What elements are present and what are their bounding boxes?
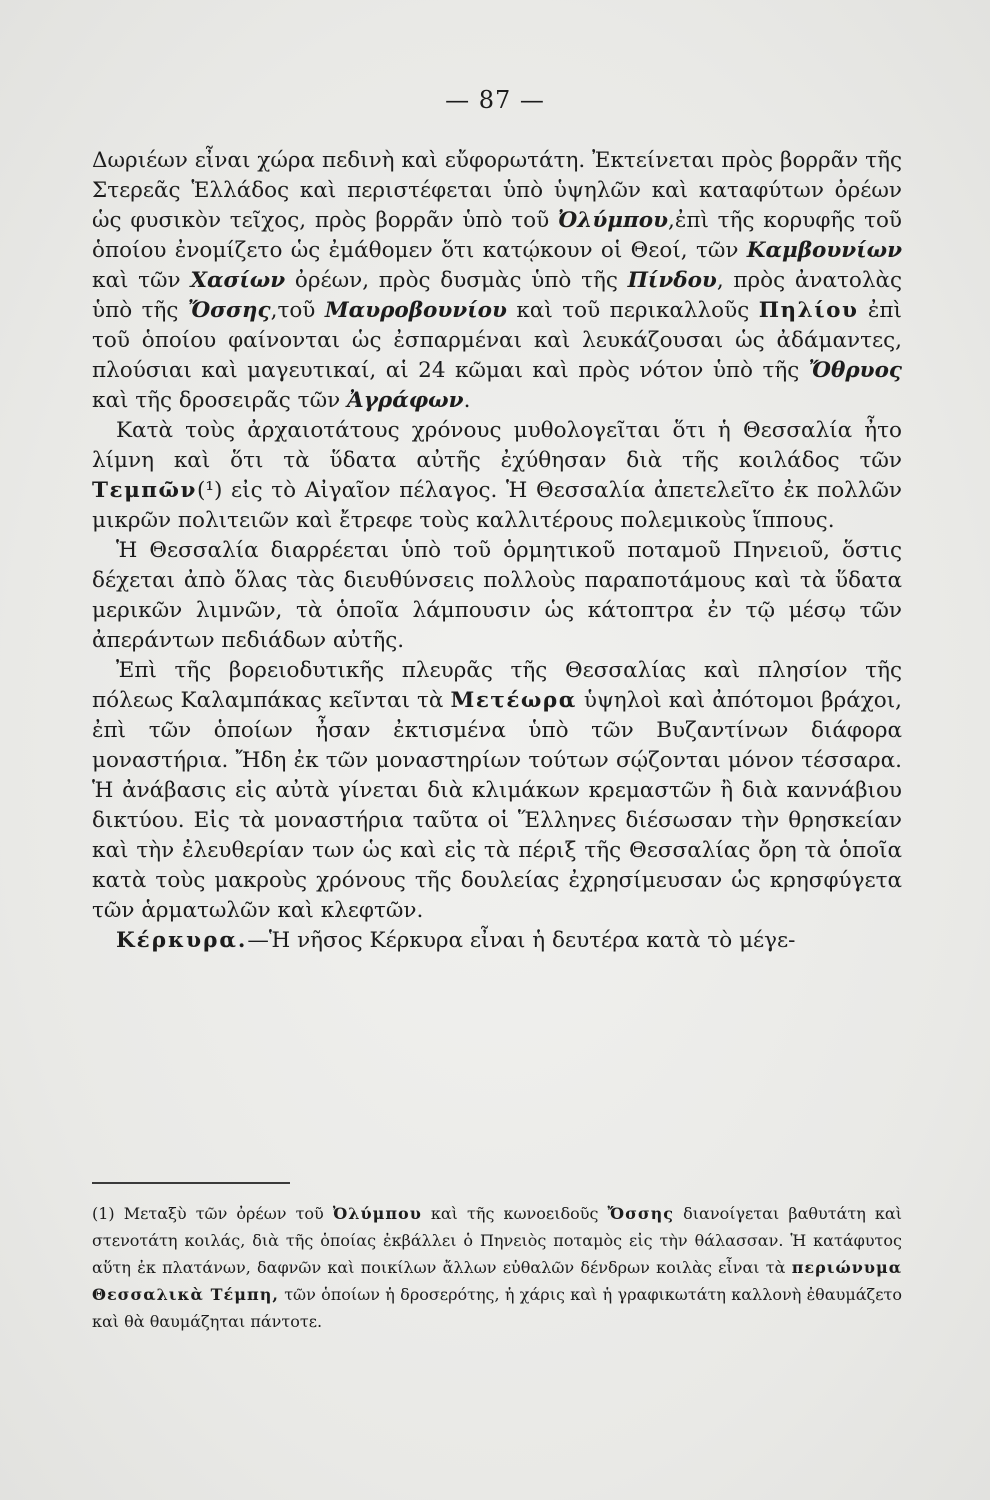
text-run: ,τοῦ: [270, 298, 325, 323]
place-name-olympus: Ὀλύμπου: [557, 208, 668, 233]
place-name-meteora: Μετέωρα: [450, 688, 577, 713]
text-run: καὶ τῆς κωνοειδοῦς: [421, 1204, 608, 1223]
text-run: Κατὰ τοὺς ἀρχαιοτάτους χρόνους μυθολογεῖται ὅτι ἡ Θεσσαλία ἦτο λίμνη καὶ ὅτι τὰ ὕδατα αὐτῆς ἐχύθησαν διὰ τῆς κοιλάδος τῶν: [92, 418, 902, 473]
place-name-pindos: Πίνδου: [627, 268, 717, 293]
text-run: Δωριέων εἶναι χώρα πεδινὴ καὶ εὔφορωτάτη. Ἐκτείνεται πρὸς βορρᾶν τῆς Στερεᾶς Ἑλλάδος καὶ περιστέφεται ὑπὸ ὑψηλῶν καὶ καταφύτων ὀρέων ὡς φυσικὸν τεῖχος, πρὸς βορρᾶν ὑπὸ τοῦ: [92, 148, 902, 233]
paragraph-kerkyra: [92, 926, 902, 956]
place-name-chasia: Χασίων: [190, 268, 286, 293]
text-run: καὶ τῶν: [92, 268, 191, 293]
text-run: (1) Μεταξὺ τῶν ὀρέων τοῦ: [92, 1204, 333, 1223]
footnote-divider: [92, 1182, 290, 1184]
paragraph-thessaly-lake: [92, 416, 902, 536]
text-run: ὀρέων, πρὸς δυσμὰς ὑπὸ τῆς: [285, 268, 628, 293]
place-name-tempi: Τεμπῶν: [92, 478, 197, 503]
text-run: .: [463, 388, 471, 413]
place-name-pelion: Πηλίου: [758, 298, 859, 323]
place-name-olympus: Ὀλύμπου: [332, 1204, 422, 1223]
paragraph-thessaly-borders: [92, 146, 902, 416]
text-run: ,ἐπὶ τῆς κορυφῆς τοῦ ὁποίου ἐνομίζετο ὡς ἐμάθομεν ὅτι κατῴκουν οἱ Θεοί, τῶν: [92, 208, 902, 263]
text-run: Ἐπὶ τῆς βορειοδυτικῆς πλευρᾶς τῆς Θεσσαλίας καὶ πλησίον τῆς πόλεως Καλαμπάκας κεῖνται τὰ: [92, 658, 902, 713]
footnote: [92, 1200, 902, 1335]
text-run: καὶ τοῦ περικαλλοῦς: [506, 298, 759, 323]
paragraph-pineios-river: [92, 536, 902, 656]
text-run: , πρὸς ἀνατολὰς ὑπὸ τῆς: [92, 268, 902, 323]
footnote-text: [92, 1200, 902, 1335]
place-name-ossa: Ὄσσης: [187, 298, 271, 323]
place-name-kamvounia: Καμβουνίων: [746, 238, 902, 263]
text-run: καὶ τῆς δροσειρᾶς τῶν: [92, 388, 348, 413]
place-name-othrys: Ὄθρυος: [808, 358, 902, 383]
place-name-tempi: περιώνυμα Θεσσαλικὰ Τέμπη,: [92, 1258, 902, 1304]
place-name-mavrovouni: Μαυροβουνίου: [324, 298, 507, 323]
section-heading-kerkyra: Κέρκυρα.: [116, 928, 248, 953]
text-run: τῶν ὁποίων ἡ δροσερότης, ἡ χάρις καὶ ἡ γραφικωτάτη καλλονὴ ἐθαυμάζετο καὶ θὰ θαυμάζηται πάντοτε.: [92, 1285, 902, 1331]
text-run: (¹) εἰς τὸ Αἰγαῖον πέλαγος. Ἡ Θεσσαλία ἀπετελεῖτο ἐκ πολλῶν μικρῶν πολιτειῶν καὶ ἔτρεφε τοὺς καλλιτέρους πολεμικοὺς ἵππους.: [92, 478, 902, 533]
text-run: ἐπὶ τοῦ ὁποίου φαίνονται ὡς ἐσπαρμέναι καὶ λευκάζουσαι ὡς ἀδάμαντες, πλούσιαι καὶ μαγευτικαί, αἱ 24 κῶμαι καὶ πρὸς νότον ὑπὸ τῆς: [92, 298, 902, 383]
text-run: —Ἡ νῆσος Κέρκυρα εἶναι ἡ δευτέρα κατὰ τὸ μέγε-: [247, 928, 796, 953]
place-name-ossa: Ὄσσης: [607, 1204, 675, 1223]
main-text: [92, 146, 902, 956]
text-run: Ἡ Θεσσαλία διαρρέεται ὑπὸ τοῦ ὁρμητικοῦ ποταμοῦ Πηνειοῦ, ὅστις δέχεται ἀπὸ ὅλας τὰς διευθύνσεις πολλοὺς παραποτάμους καὶ τὰ ὕδατα μερικῶν λιμνῶν, τὰ ὁποῖα λάμπουσιν ὡς κάτοπτρα ἐν τῷ μέσῳ τῶν ἀπεράντων πεδιάδων αὐτῆς.: [92, 538, 902, 653]
page-number: — 87 —: [445, 86, 545, 114]
paragraph-meteora: [92, 656, 902, 926]
text-run: ὑψηλοὶ καὶ ἀπότομοι βράχοι, ἐπὶ τῶν ὁποίων ἦσαν ἐκτισμένα ὑπὸ τῶν Βυζαντίνων διάφορα μοναστήρια. Ἤδη ἐκ τῶν μοναστηρίων τούτων σῴζονται μόνον τέσσαρα. Ἡ ἀνάβασις εἰς αὐτὰ γίνεται διὰ κλιμάκων κρεμαστῶν ἢ διὰ καννάβιου δικτύου. Εἰς τὰ μοναστήρια ταῦτα οἱ Ἕλληνες διέσωσαν τὴν θρησκείαν καὶ τὴν ἐλευθερίαν των ὡς καὶ εἰς τὰ πέριξ τῆς Θεσσαλίας ὄρη τὰ ὁποῖα κατὰ τοὺς μακροὺς χρόνους τῆς δουλείας ἐχρησίμευσαν ὡς κρησφύγετα τῶν ἁρματωλῶν καὶ κλεφτῶν.: [92, 688, 902, 923]
place-name-agrafa: Ἀγράφων: [347, 388, 464, 413]
text-run: διανοίγεται βαθυτάτη καὶ στενοτάτη κοιλάς, διὰ τῆς ὁποίας ἐκβάλλει ὁ Πηνειὸς ποταμὸς εἰς τὴν θάλασσαν. Ἡ κατάφυτος αὕτη ἐκ πλατάνων, δαφνῶν καὶ ποικίλων ἄλλων εὐθαλῶν δένδρων κοιλὰς εἶναι τὰ: [92, 1204, 902, 1277]
